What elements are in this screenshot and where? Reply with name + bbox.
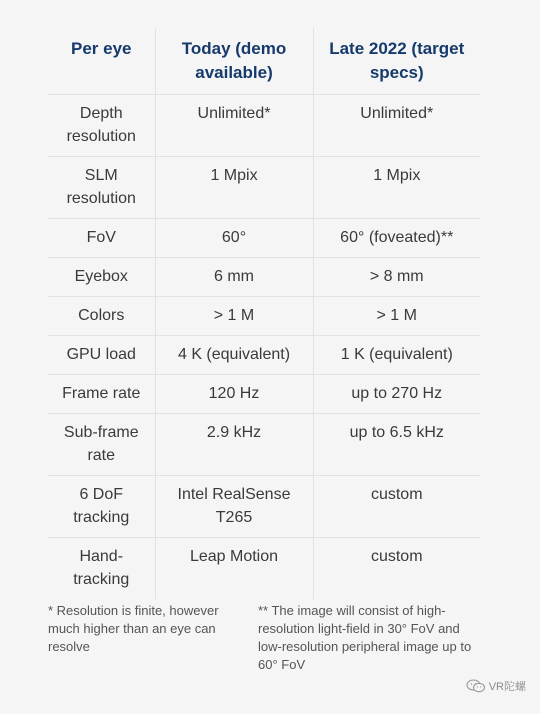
table-row <box>48 95 480 157</box>
wechat-icon <box>466 679 486 693</box>
watermark-text: VR陀螺 <box>488 681 526 693</box>
today-value: Intel RealSense T265 <box>155 476 313 538</box>
target-value: up to 270 Hz <box>313 375 480 414</box>
row-label: 6 DoF tracking <box>48 476 155 538</box>
today-value: 60° <box>155 219 313 258</box>
row-label: FoV <box>48 219 155 258</box>
table-row <box>48 375 480 414</box>
target-value: 60° (foveated)** <box>313 219 480 258</box>
today-value: 6 mm <box>155 258 313 297</box>
header-late-2022: Late 2022 (target specs) <box>313 28 480 95</box>
header-per-eye: Per eye <box>48 28 155 95</box>
target-value: > 1 M <box>313 297 480 336</box>
row-label: Hand-tracking <box>73 548 130 588</box>
table-row <box>48 538 480 600</box>
table-header-row <box>48 28 480 95</box>
row-label: Frame rate <box>48 375 155 414</box>
footnote-resolution: * Resolution is finite, however much higher than an eye can resolve <box>48 603 219 654</box>
table-row <box>48 476 480 538</box>
target-value: > 8 mm <box>313 258 480 297</box>
target-value: up to 6.5 kHz <box>313 414 480 476</box>
target-value: 1 K (equivalent) <box>313 336 480 375</box>
row-label: Eyebox <box>48 258 155 297</box>
table-row <box>48 219 480 258</box>
spec-table-container <box>48 28 480 599</box>
today-value: 4 K (equivalent) <box>155 336 313 375</box>
row-label: Colors <box>48 297 155 336</box>
table-row <box>48 414 480 476</box>
footnotes <box>48 602 480 674</box>
today-value: > 1 M <box>155 297 313 336</box>
target-value: Unlimited* <box>313 95 480 157</box>
table-row <box>48 258 480 297</box>
target-value: custom <box>313 538 480 600</box>
table-row <box>48 336 480 375</box>
header-today: Today (demo available) <box>155 28 313 95</box>
today-value: 1 Mpix <box>155 157 313 219</box>
today-value: Unlimited* <box>155 95 313 157</box>
watermark <box>466 678 526 694</box>
spec-table <box>48 28 480 599</box>
footnote-fov: ** The image will consist of high-resolution light-field in 30° FoV and low-resolution peripheral image up to 60° FoV <box>258 603 472 672</box>
target-value: custom <box>313 476 480 538</box>
table-row <box>48 157 480 219</box>
row-label: Depth resolution <box>48 95 155 157</box>
row-label: Sub-frame rate <box>48 414 155 476</box>
today-value: 2.9 kHz <box>155 414 313 476</box>
today-value: Leap Motion <box>155 538 313 600</box>
row-label: GPU load <box>48 336 155 375</box>
today-value: 120 Hz <box>155 375 313 414</box>
table-row <box>48 297 480 336</box>
target-value: 1 Mpix <box>313 157 480 219</box>
row-label: SLM resolution <box>48 157 155 219</box>
